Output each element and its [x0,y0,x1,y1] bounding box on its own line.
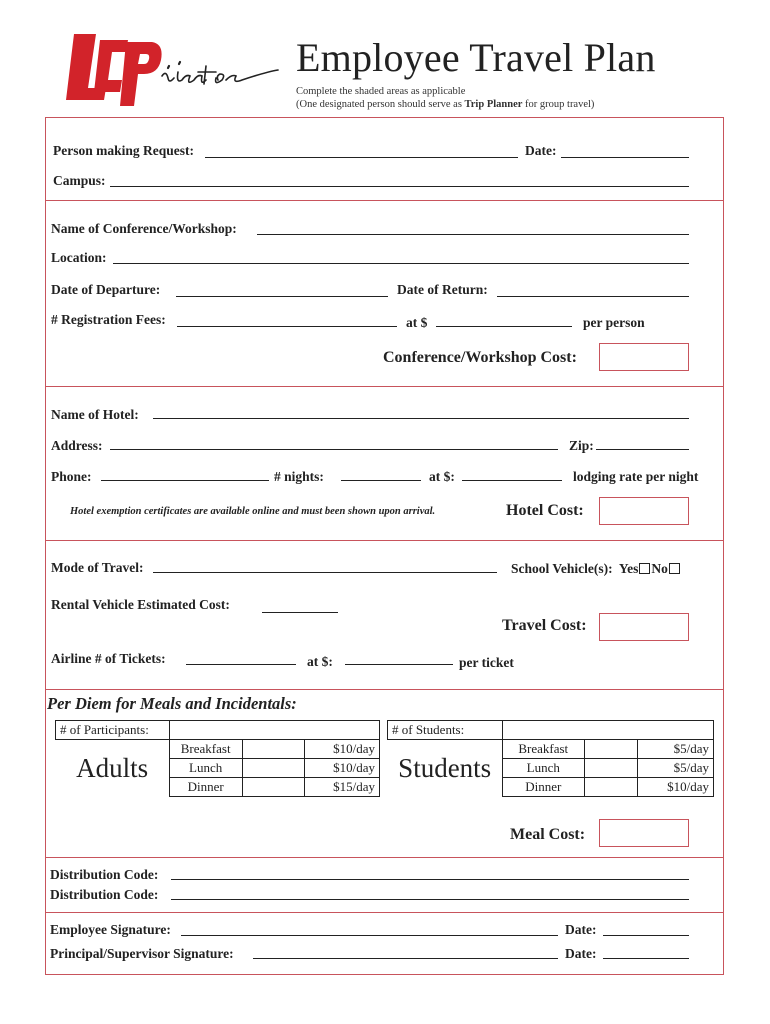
adult-meal-rate: $10/day [305,759,380,778]
location-field[interactable] [113,263,689,264]
no-checkbox[interactable] [669,563,680,574]
registration-fees-label: # Registration Fees: [51,312,166,327]
conference-name-label: Name of Conference/Workshop: [51,221,237,236]
ticket-rate-field[interactable] [345,664,453,665]
request-date-label: Date: [525,143,557,158]
section-divider [45,912,724,913]
section-divider [45,540,724,541]
zip-label: Zip: [569,438,594,453]
form-subtitle-note: (One designated person should serve as Trip Planner for group travel) [296,99,595,110]
employee-date-field[interactable] [603,935,689,936]
lodging-rate-label: lodging rate per night [573,469,699,484]
form-subtitle: Complete the shaded areas as applicable [296,86,466,97]
students-count-label: # of Students: [388,721,503,740]
lcpirates-logo [66,30,280,108]
campus-field[interactable] [110,186,689,187]
hotel-name-label: Name of Hotel: [51,407,139,422]
student-meal-count-field[interactable] [584,759,638,778]
yes-label: Yes [618,561,639,576]
nights-label: # nights: [274,469,324,484]
meal-cost-label: Meal Cost: [510,826,586,843]
students-group-label: Students [398,752,492,783]
travel-cost-field[interactable] [599,613,689,641]
nights-field[interactable] [341,480,421,481]
hotel-cost-field[interactable] [599,497,689,525]
distribution-code-field[interactable] [171,879,689,880]
registration-rate-field[interactable] [436,326,572,327]
address-field[interactable] [110,449,558,450]
adult-meal-name: Breakfast [169,740,242,759]
ticket-at-label: at $: [307,654,333,669]
per-person-label: per person [583,315,645,330]
hotel-exemption-note: Hotel exemption certificates are available online and must been shown upon arrival. [70,506,436,517]
hotel-rate-field[interactable] [462,480,562,481]
employee-signature-label: Employee Signature: [50,922,171,937]
adult-meal-count-field[interactable] [242,740,305,759]
student-meal-name: Breakfast [502,740,584,759]
rental-vehicle-field[interactable] [262,612,338,613]
registration-at-label: at $ [406,315,428,330]
airline-tickets-label: Airline # of Tickets: [51,651,166,666]
student-meal-count-field[interactable] [584,740,638,759]
return-date-field[interactable] [497,296,689,297]
rental-vehicle-label: Rental Vehicle Estimated Cost: [51,597,230,612]
person-making-request-field[interactable] [205,157,518,158]
phone-label: Phone: [51,469,92,484]
phone-field[interactable] [101,480,269,481]
travel-cost-label: Travel Cost: [502,617,587,634]
campus-label: Campus: [53,173,106,188]
principal-signature-label: Principal/Supervisor Signature: [50,946,234,961]
adult-meal-rate: $10/day [305,740,380,759]
section-divider [45,689,724,690]
meal-cost-field[interactable] [599,819,689,847]
student-meal-rate: $5/day [638,759,714,778]
registration-fees-field[interactable] [177,326,397,327]
student-meal-rate: $10/day [638,778,714,797]
principal-date-field[interactable] [603,958,689,959]
departure-date-field[interactable] [176,296,388,297]
hotel-name-field[interactable] [153,418,689,419]
hotel-cost-label: Hotel Cost: [506,502,584,519]
employee-signature-field[interactable] [181,935,558,936]
zip-field[interactable] [596,449,689,450]
per-diem-heading: Per Diem for Meals and Incidentals: [47,694,297,713]
address-label: Address: [51,438,103,453]
students-count-field[interactable] [502,721,713,740]
conference-cost-label: Conference/Workshop Cost: [383,349,577,366]
principal-date-label: Date: [565,946,597,961]
adults-per-diem-table [55,720,380,797]
participants-count-field[interactable] [169,721,379,740]
section-divider [45,386,724,387]
student-meal-count-field[interactable] [584,778,638,797]
participants-label: # of Participants: [56,721,170,740]
request-date-field[interactable] [561,157,689,158]
hotel-rate-at-label: at $: [429,469,455,484]
per-ticket-label: per ticket [459,655,514,670]
departure-date-label: Date of Departure: [51,282,161,297]
students-per-diem-table [387,720,714,797]
student-meal-rate: $5/day [638,740,714,759]
mode-of-travel-field[interactable] [153,572,497,573]
no-label: No [651,561,668,576]
student-meal-name: Lunch [502,759,584,778]
distribution-code-field[interactable] [171,899,689,900]
adult-meal-count-field[interactable] [242,759,305,778]
distribution-code-label: Distribution Code: [50,867,159,882]
return-date-label: Date of Return: [397,282,488,297]
school-vehicle-group [511,561,681,577]
yes-checkbox[interactable] [639,563,650,574]
airline-tickets-field[interactable] [186,664,296,665]
school-vehicle-label: School Vehicle(s): [511,561,613,576]
conference-name-field[interactable] [257,234,689,235]
location-label: Location: [51,250,107,265]
form-title: Employee Travel Plan [296,35,656,80]
section-divider [45,200,724,201]
conference-cost-field[interactable] [599,343,689,371]
adult-meal-name: Dinner [169,778,242,797]
adult-meal-name: Lunch [169,759,242,778]
employee-date-label: Date: [565,922,597,937]
principal-signature-field[interactable] [253,958,558,959]
student-meal-name: Dinner [502,778,584,797]
adult-meal-count-field[interactable] [242,778,305,797]
adults-group-label: Adults [76,752,149,783]
mode-of-travel-label: Mode of Travel: [51,560,144,575]
person-making-request-label: Person making Request: [53,143,194,158]
distribution-code-label: Distribution Code: [50,887,159,902]
section-divider [45,857,724,858]
adult-meal-rate: $15/day [305,778,380,797]
